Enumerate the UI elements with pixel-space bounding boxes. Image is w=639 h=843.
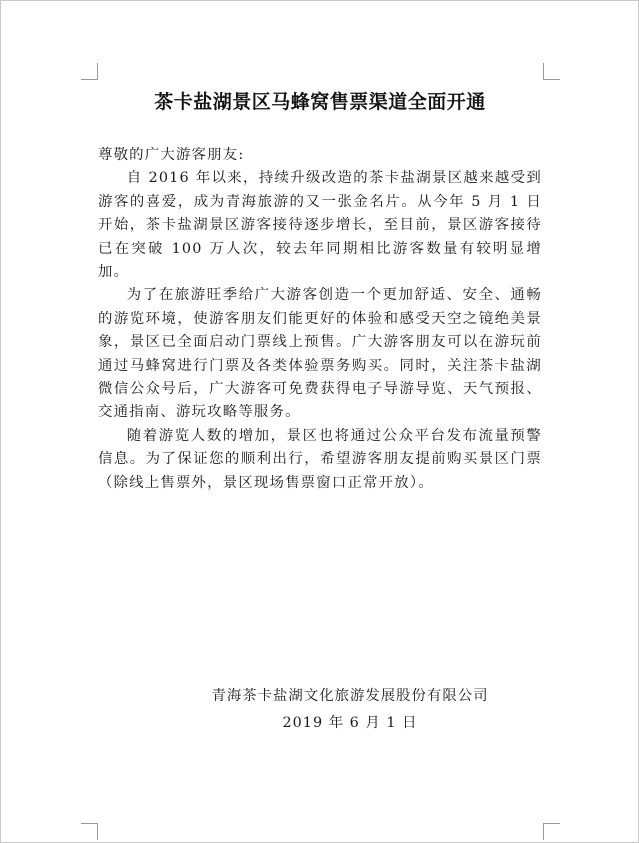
crop-mark-top-right <box>543 63 560 80</box>
crop-mark-bottom-left <box>81 823 98 840</box>
paragraph-1: 自 2016 年以来，持续升级改造的茶卡盐湖景区越来越受到游客的喜爱，成为青海旅游的又一张金名片。从今年 5 月 1 日开始，茶卡盐湖景区游客接待逐步增长，至目前，景区游客接待已在突破 100 万人次，较去年同期相比游客数量有较明显增加。 <box>98 170 542 281</box>
paragraph-2: 为了在旅游旺季给广大游客创造一个更加舒适、安全、通畅的游览环境，使游客朋友们能更好的体验和感受天空之镜绝美景象，景区已全面启动门票线上预售。广大游客朋友可以在游玩前通过马蜂窝进行门票及各类体验票务购买。同时，关注茶卡盐湖微信公众号后，广大游客可免费获得电子导游导览、天气预报、交通指南、游玩攻略等服务。 <box>98 287 542 421</box>
signature-organization: 青海茶卡盐湖文化旅游发展股份有限公司 <box>211 688 489 704</box>
signature-block <box>195 683 505 737</box>
salutation: 尊敬的广大游客朋友: <box>98 147 245 163</box>
document-title: 茶卡盐湖景区马蜂窝售票渠道全面开通 <box>154 91 486 113</box>
signature-date: 2019 年 6 月 1 日 <box>282 715 418 731</box>
document-body <box>98 144 542 495</box>
paragraph-3: 随着游览人数的增加，景区也将通过公众平台发布流量预警信息。为了保证您的顺利出行，希望游客朋友提前购买景区门票（除线上售票外，景区现场售票窗口正常开放）。 <box>98 427 542 491</box>
crop-mark-top-left <box>81 63 98 80</box>
crop-mark-bottom-right <box>543 823 560 840</box>
